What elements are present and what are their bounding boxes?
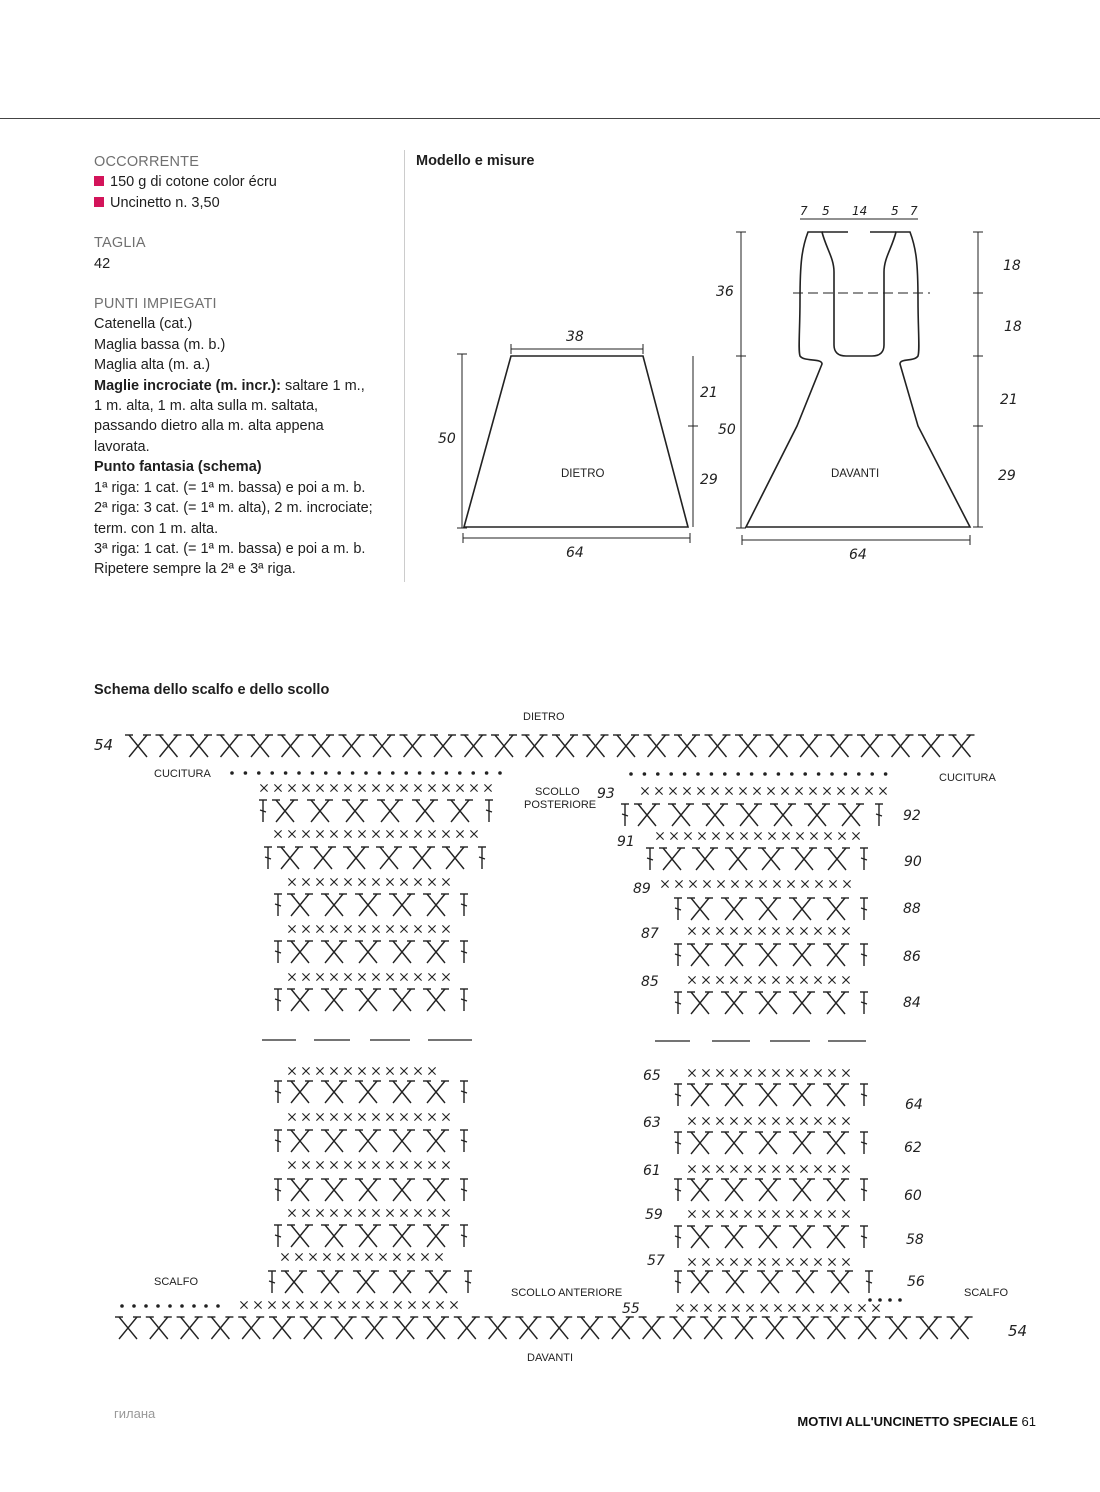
back-upper-measure: 21 (700, 385, 718, 401)
row-number-bottom: 54 (1008, 1322, 1028, 1340)
front-top-measures (800, 204, 918, 218)
row-number: 58 (906, 1232, 924, 1248)
front-right-measure: 29 (998, 468, 1016, 484)
model-heading: Modello e misure (416, 153, 535, 169)
fancy-row: 2ª riga: 3 cat. (= 1ª m. alta), 2 m. incrociate; (94, 500, 373, 517)
row-number: 84 (903, 995, 921, 1011)
requirements-heading: OCCORRENTE (94, 154, 200, 170)
row-number: 65 (643, 1068, 661, 1084)
back-bottom-measure: 64 (566, 545, 584, 561)
schema-top-label: DIETRO (523, 711, 565, 723)
row-number: 90 (904, 854, 922, 870)
front-width-measure: 7 (910, 204, 918, 218)
fancy-row: term. con 1 m. alta. (94, 520, 219, 537)
front-bottom-measure: 64 (849, 547, 867, 563)
row-number: 59 (645, 1207, 663, 1223)
back-lower-measure: 29 (700, 472, 718, 488)
front-upper-measure: 36 (716, 284, 734, 300)
row-number: 57 (647, 1253, 665, 1269)
seam-right-label: CUCITURA (939, 772, 996, 784)
crossed-text: lavorata. (94, 438, 150, 455)
size-heading: TAGLIA (94, 235, 146, 252)
crochet-stitches (115, 735, 975, 1339)
row-number: 63 (643, 1115, 661, 1131)
front-right-measure: 21 (1000, 392, 1018, 408)
back-height-measure: 50 (438, 431, 456, 447)
back-top-measure: 38 (566, 329, 584, 345)
fancy-stitch-heading: Punto fantasia (schema) (94, 459, 262, 476)
front-width-measure: 5 (891, 204, 899, 218)
front-right-measure: 18 (1004, 319, 1022, 335)
requirement-item: 150 g di cotone color écru (94, 172, 399, 192)
front-width-measure: 14 (852, 204, 868, 218)
fancy-repeat: Ripetere sempre la 2ª e 3ª riga. (94, 561, 296, 578)
row-number: 60 (904, 1188, 922, 1204)
footer-watermark: гилана (114, 1406, 156, 1421)
row-number: 61 (643, 1163, 661, 1179)
fancy-row: 1ª riga: 1 cat. (= 1ª m. bassa) e poi a m. b. (94, 479, 366, 496)
seam-left-label: CUCITURA (154, 768, 211, 780)
front-width-measure: 7 (800, 204, 808, 218)
row-number: 91 (617, 834, 635, 850)
continuation-dashes (262, 1040, 866, 1041)
stitch-line: Maglia alta (m. a.) (94, 357, 211, 374)
front-neck-label: SCOLLO ANTERIORE (511, 1287, 623, 1299)
back-neck-label: POSTERIORE (524, 799, 597, 811)
requirement-item: Uncinetto n. 3,50 (94, 193, 399, 213)
back-neck-label: SCOLLO (535, 786, 580, 798)
fancy-row: 3ª riga: 1 cat. (= 1ª m. bassa) e poi a m. b. (94, 540, 366, 557)
crossed-stitch: Maglie incrociate (m. incr.): saltare 1 m., (94, 377, 365, 394)
schema-bottom-label: DAVANTI (527, 1352, 574, 1364)
row-number: 62 (904, 1140, 922, 1156)
row-number: 55 (622, 1301, 640, 1317)
row-number: 56 (907, 1274, 925, 1290)
row-number: 92 (903, 808, 921, 824)
front-label: DAVANTI (831, 468, 880, 480)
crossed-text: passando dietro alla m. alta appena (94, 418, 324, 435)
row-number: 64 (905, 1097, 923, 1113)
stitches-heading: PUNTI IMPIEGATI (94, 296, 217, 313)
back-pattern (457, 344, 698, 543)
footer-credit: MOTIVI ALL'UNCINETTO SPECIALE 61 (797, 1414, 1036, 1429)
row-number: 89 (633, 881, 651, 897)
schema-heading: Schema dello scalfo e dello scollo (94, 682, 330, 698)
front-right-measure: 18 (1003, 258, 1021, 274)
front-pattern (736, 219, 983, 545)
back-label: DIETRO (561, 468, 605, 480)
size-value: 42 (94, 255, 111, 272)
row-number: 88 (903, 901, 921, 917)
row-number: 87 (641, 926, 659, 942)
front-height-measure: 50 (718, 422, 736, 438)
row-number: 93 (597, 786, 615, 802)
front-width-measure: 5 (822, 204, 830, 218)
crossed-text: 1 m. alta, 1 m. alta sulla m. saltata, (94, 398, 319, 415)
row-number-top: 54 (94, 736, 114, 754)
stitch-line: Maglia bassa (m. b.) (94, 336, 226, 353)
armhole-right-label: SCALFO (964, 1287, 1009, 1299)
stitch-line: Catenella (cat.) (94, 316, 193, 333)
row-number: 86 (903, 949, 921, 965)
armhole-left-label: SCALFO (154, 1276, 199, 1288)
row-number: 85 (641, 974, 659, 990)
